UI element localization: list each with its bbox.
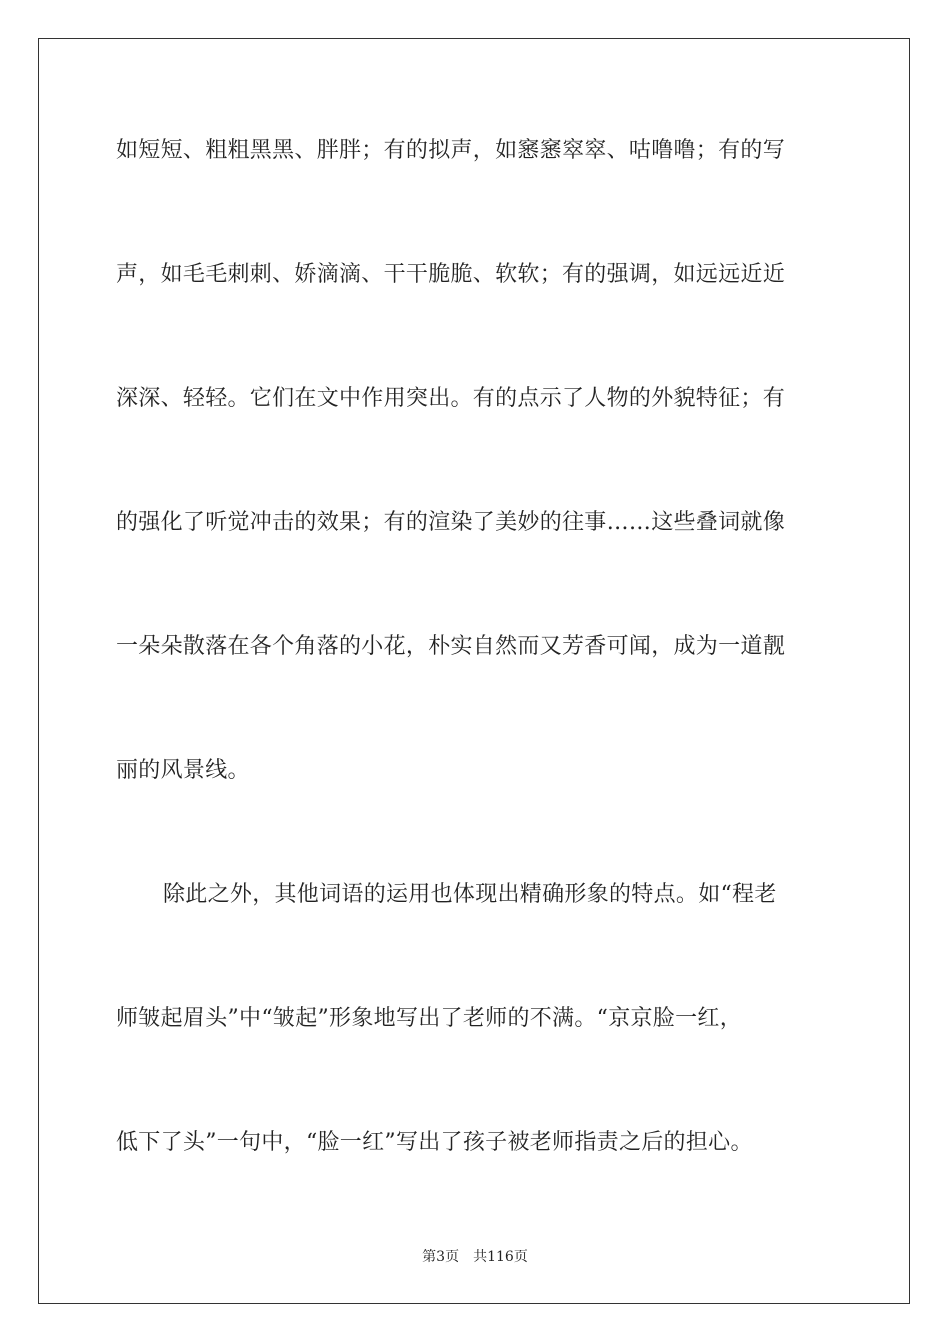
text-line: 低下了头”一句中，“脸一红”写出了孩子被老师指责之后的担心。	[116, 1130, 753, 1155]
text-line: 深深、轻轻。它们在文中作用突出。有的点示了人物的外貌特征；有	[116, 386, 786, 411]
text-line: 一朵朵散落在各个角落的小花，朴实自然而又芳香可闻，成为一道靓	[116, 634, 786, 659]
document-body	[116, 124, 834, 1240]
page-footer	[0, 1246, 950, 1266]
text-line: 声，如毛毛刺刺、娇滴滴、干干脆脆、软软；有的强调，如远远近近	[116, 262, 786, 287]
text-line: 如短短、粗粗黑黑、胖胖；有的拟声，如窸窸窣窣、咕噜噜；有的写	[116, 138, 786, 163]
paragraph-start-line: 除此之外，其他词语的运用也体现出精确形象的特点。如“程老	[163, 882, 777, 907]
text-line: 丽的风景线。	[116, 758, 250, 783]
total-pages: 共116页	[473, 1249, 528, 1265]
page-number: 第3页	[422, 1249, 460, 1265]
text-line: 的强化了听觉冲击的效果；有的渲染了美妙的往事……这些叠词就像	[116, 510, 786, 535]
text-line: 师皱起眉头”中“皱起”形象地写出了老师的不满。“京京脸一红，	[116, 1006, 742, 1031]
